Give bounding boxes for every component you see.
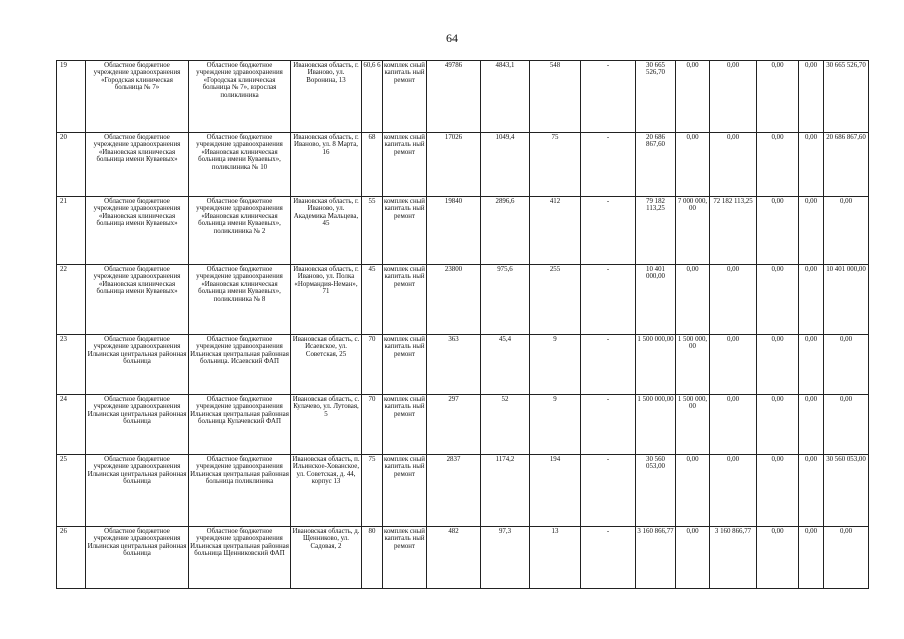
work-type-cell: комплек сный капиталь ный ремонт: [383, 133, 427, 197]
funding-cell: 0,00: [676, 61, 710, 133]
funding-cell: 0,00: [710, 455, 757, 527]
value-cell: 412: [530, 197, 581, 265]
total-cost-cell: 20 686 867,60: [636, 133, 676, 197]
value-cell: -: [581, 197, 636, 265]
total-cost-cell: 30 665 526,70: [636, 61, 676, 133]
funding-cell: 0,00: [676, 133, 710, 197]
funding-cell: 20 686 867,60: [824, 133, 869, 197]
funding-cell: 0,00: [799, 197, 824, 265]
object-cell: Областное бюджетное учреждение здравоохранения «Городская клиническая больница № 7», взрослая поликлиника: [189, 61, 291, 133]
funding-cell: 0,00: [710, 133, 757, 197]
value-cell: 17026: [427, 133, 481, 197]
value-cell: 1049,4: [481, 133, 530, 197]
facility-repair-table: [56, 60, 869, 589]
table-row: [57, 335, 869, 395]
value-cell: 2837: [427, 455, 481, 527]
funding-cell: 0,00: [824, 395, 869, 455]
total-cost-cell: 3 160 866,77: [636, 527, 676, 589]
owner-cell: Областное бюджетное учреждение здравоохранения «Ивановская клиническая больница имени Куваевых»: [86, 133, 189, 197]
funding-cell: 0,00: [799, 61, 824, 133]
funding-cell: 0,00: [710, 395, 757, 455]
row-number: 26: [57, 527, 86, 589]
wear-percent-cell: 68: [362, 133, 383, 197]
wear-percent-cell: 70: [362, 335, 383, 395]
funding-cell: 0,00: [799, 265, 824, 335]
value-cell: 255: [530, 265, 581, 335]
wear-percent-cell: 60,6 6: [362, 61, 383, 133]
wear-percent-cell: 45: [362, 265, 383, 335]
funding-cell: 1 500 000, 00: [676, 335, 710, 395]
value-cell: -: [581, 395, 636, 455]
funding-cell: 0,00: [757, 395, 799, 455]
value-cell: 975,6: [481, 265, 530, 335]
wear-percent-cell: 75: [362, 455, 383, 527]
address-cell: Ивановская область, г. Иваново, ул. 8 Марта, 16: [291, 133, 362, 197]
funding-cell: 1 500 000, 00: [676, 395, 710, 455]
value-cell: 49786: [427, 61, 481, 133]
value-cell: 75: [530, 133, 581, 197]
owner-cell: Областное бюджетное учреждение здравоохранения Ильинская центральная районная больница: [86, 335, 189, 395]
value-cell: -: [581, 527, 636, 589]
address-cell: Ивановская область, с. Кулачево, ул. Лутовая, 5: [291, 395, 362, 455]
funding-cell: 0,00: [757, 197, 799, 265]
funding-cell: 0,00: [757, 61, 799, 133]
row-number: 24: [57, 395, 86, 455]
address-cell: Ивановская область, с. Исаевское, ул. Советская, 25: [291, 335, 362, 395]
work-type-cell: комплек сный капиталь ный ремонт: [383, 265, 427, 335]
wear-percent-cell: 80: [362, 527, 383, 589]
funding-cell: 0,00: [710, 265, 757, 335]
table-row: [57, 455, 869, 527]
funding-cell: 0,00: [824, 335, 869, 395]
object-cell: Областное бюджетное учреждение здравоохранения Ильинская центральная районная больница Кулачевский ФАП: [189, 395, 291, 455]
owner-cell: Областное бюджетное учреждение здравоохранения «Городская клиническая больница № 7»: [86, 61, 189, 133]
table-row: [57, 61, 869, 133]
value-cell: 548: [530, 61, 581, 133]
work-type-cell: комплек сный капиталь ный ремонт: [383, 527, 427, 589]
funding-cell: 3 160 866,77: [710, 527, 757, 589]
value-cell: 1174,2: [481, 455, 530, 527]
work-type-cell: комплек сный капиталь ный ремонт: [383, 455, 427, 527]
table-row: [57, 395, 869, 455]
value-cell: 9: [530, 395, 581, 455]
value-cell: 194: [530, 455, 581, 527]
total-cost-cell: 30 560 053,00: [636, 455, 676, 527]
value-cell: 482: [427, 527, 481, 589]
funding-cell: 0,00: [799, 335, 824, 395]
funding-cell: 0,00: [676, 527, 710, 589]
work-type-cell: комплек сный капиталь ный ремонт: [383, 197, 427, 265]
funding-cell: 30 560 053,00: [824, 455, 869, 527]
owner-cell: Областное бюджетное учреждение здравоохранения Ильинская центральная районная больница: [86, 527, 189, 589]
wear-percent-cell: 55: [362, 197, 383, 265]
value-cell: 52: [481, 395, 530, 455]
funding-cell: 0,00: [710, 335, 757, 395]
object-cell: Областное бюджетное учреждение здравоохранения Ильинская центральная районная больница поликлиника: [189, 455, 291, 527]
owner-cell: Областное бюджетное учреждение здравоохранения Ильинская центральная районная больница: [86, 455, 189, 527]
address-cell: Ивановская область, г. Иваново, ул. Академика Мальцева, 45: [291, 197, 362, 265]
total-cost-cell: 79 182 113,25: [636, 197, 676, 265]
object-cell: Областное бюджетное учреждение здравоохранения «Ивановская клиническая больница имени Куваевых», поликлиника № 10: [189, 133, 291, 197]
funding-cell: 0,00: [757, 455, 799, 527]
value-cell: 4843,1: [481, 61, 530, 133]
table-row: [57, 133, 869, 197]
owner-cell: Областное бюджетное учреждение здравоохранения Ильинская центральная районная больница: [86, 395, 189, 455]
value-cell: 2896,6: [481, 197, 530, 265]
value-cell: 23800: [427, 265, 481, 335]
wear-percent-cell: 70: [362, 395, 383, 455]
funding-cell: 0,00: [799, 527, 824, 589]
value-cell: 297: [427, 395, 481, 455]
funding-cell: 10 401 000,00: [824, 265, 869, 335]
funding-cell: 0,00: [799, 133, 824, 197]
value-cell: -: [581, 455, 636, 527]
value-cell: 97,3: [481, 527, 530, 589]
address-cell: Ивановская область, п. Ильинское-Хованское, ул. Советская, д. 44, корпус 13: [291, 455, 362, 527]
funding-cell: 0,00: [676, 265, 710, 335]
address-cell: Ивановская область, д. Щенниково, ул. Садовая, 2: [291, 527, 362, 589]
object-cell: Областное бюджетное учреждение здравоохранения Ильинская центральная районная больница Щенниковский ФАП: [189, 527, 291, 589]
address-cell: Ивановская область, г. Иваново, ул. Воронина, 13: [291, 61, 362, 133]
owner-cell: Областное бюджетное учреждение здравоохранения «Ивановская клиническая больница имени Куваевых»: [86, 265, 189, 335]
object-cell: Областное бюджетное учреждение здравоохранения «Ивановская клиническая больница имени Куваевых», поликлиника № 8: [189, 265, 291, 335]
value-cell: 9: [530, 335, 581, 395]
page-number: 64: [446, 31, 458, 45]
row-number: 20: [57, 133, 86, 197]
total-cost-cell: 1 500 000,00: [636, 335, 676, 395]
row-number: 23: [57, 335, 86, 395]
address-cell: Ивановская область, г. Иваново, ул. Полка «Нормандия-Неман», 71: [291, 265, 362, 335]
funding-cell: 0,00: [676, 455, 710, 527]
object-cell: Областное бюджетное учреждение здравоохранения Ильинская центральная районная больница. Исаевский ФАП: [189, 335, 291, 395]
table-row: [57, 265, 869, 335]
funding-cell: 72 182 113,25: [710, 197, 757, 265]
row-number: 22: [57, 265, 86, 335]
table-row: [57, 527, 869, 589]
value-cell: 45,4: [481, 335, 530, 395]
work-type-cell: комплек сный капиталь ный ремонт: [383, 395, 427, 455]
table-body: [57, 61, 869, 589]
funding-cell: 0,00: [824, 197, 869, 265]
funding-cell: 30 665 526,70: [824, 61, 869, 133]
funding-cell: 0,00: [757, 133, 799, 197]
table-row: [57, 197, 869, 265]
funding-cell: 0,00: [757, 265, 799, 335]
total-cost-cell: 10 401 000,00: [636, 265, 676, 335]
value-cell: 13: [530, 527, 581, 589]
value-cell: 19840: [427, 197, 481, 265]
funding-cell: 0,00: [757, 335, 799, 395]
value-cell: -: [581, 133, 636, 197]
total-cost-cell: 1 500 000,00: [636, 395, 676, 455]
funding-cell: 0,00: [757, 527, 799, 589]
funding-cell: 0,00: [824, 527, 869, 589]
value-cell: -: [581, 335, 636, 395]
value-cell: 363: [427, 335, 481, 395]
object-cell: Областное бюджетное учреждение здравоохранения «Ивановская клиническая больница имени Куваевых», поликлиника № 2: [189, 197, 291, 265]
funding-cell: 0,00: [710, 61, 757, 133]
funding-cell: 0,00: [799, 455, 824, 527]
funding-cell: 7 000 000, 00: [676, 197, 710, 265]
work-type-cell: комплек сный капиталь ный ремонт: [383, 335, 427, 395]
row-number: 25: [57, 455, 86, 527]
row-number: 21: [57, 197, 86, 265]
owner-cell: Областное бюджетное учреждение здравоохранения «Ивановская клиническая больница имени Куваевых»: [86, 197, 189, 265]
row-number: 19: [57, 61, 86, 133]
funding-cell: 0,00: [799, 395, 824, 455]
work-type-cell: комплек сный капиталь ный ремонт: [383, 61, 427, 133]
value-cell: -: [581, 265, 636, 335]
value-cell: -: [581, 61, 636, 133]
